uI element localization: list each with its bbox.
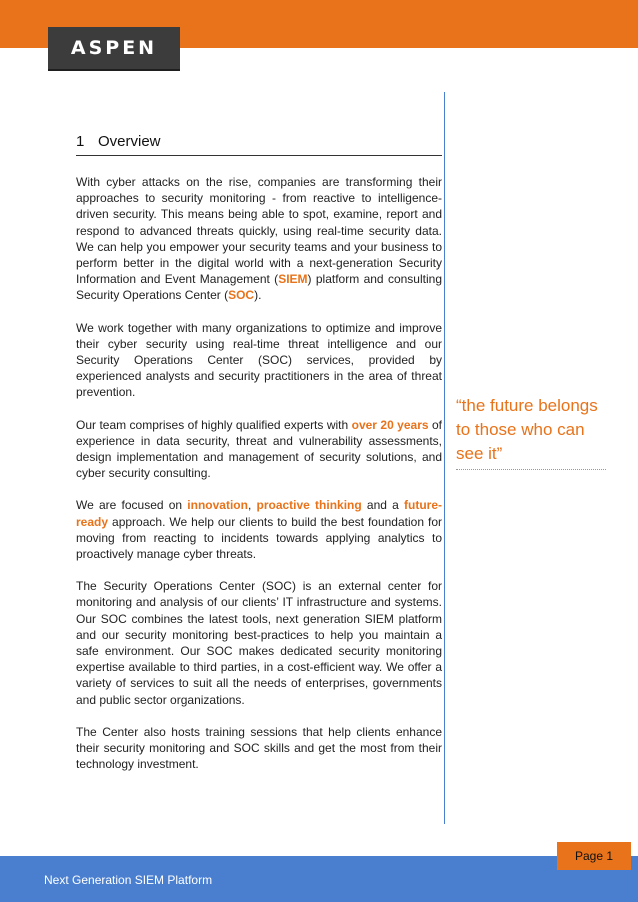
text-run: of experience in data security, threat and vulnerability assessments, design implementation and management of security solutions, and cyber security consulting.: [76, 417, 442, 481]
paragraph-partnership: We work together with many organizations to optimize and improve their cyber security using real-time threat intelligence and our Security Operations Center (SOC) services, provided by experienced analysts and security practitioners in the area of threat prevention.: [76, 320, 442, 400]
section-title: Overview: [98, 133, 161, 150]
logo-text: ASPEN: [70, 37, 158, 59]
text-run: ).: [254, 288, 262, 303]
highlight-future-ready: future-ready: [76, 498, 442, 529]
highlight-proactive: proactive thinking: [256, 498, 362, 513]
section-heading: [76, 133, 442, 156]
main-content: [76, 133, 442, 789]
column-divider: [444, 92, 445, 824]
text-run: ) platform and consulting Security Operations Center (: [76, 272, 442, 303]
paragraph-team: [76, 417, 442, 482]
highlight-innovation: innovation: [187, 498, 248, 513]
text-run: Our team comprises of highly qualified experts with: [76, 417, 352, 432]
paragraph-soc: The Security Operations Center (SOC) is an external center for monitoring and analysis of our clients’ IT infrastructure and systems. Our SOC combines the latest tools, next generation SIEM platform and our security monitoring best-practices to help you maintain a safe environment. Our SOC makes dedicated security monitoring expertise available to third parties, in a cost-efficient way. We offer a variety of services to suit all the needs of enterprises, governments and public sector organizations.: [76, 579, 442, 707]
highlight-soc: SOC: [228, 288, 255, 303]
highlight-siem: SIEM: [278, 272, 308, 287]
text-run: and a: [361, 498, 404, 513]
section-number: 1: [76, 133, 85, 150]
pull-quote: “the future belongs to those who can see it”: [456, 394, 606, 470]
paragraph-training: The Center also hosts training sessions that help clients enhance their security monitoring and SOC skills and get the most from their technology investment.: [76, 724, 442, 772]
text-run: We are focused on: [76, 498, 188, 513]
paragraph-intro: [76, 174, 442, 304]
text-run: With cyber attacks on the rise, companies are transforming their approaches to security monitoring - from reactive to intelligence-driven security. This means being able to spot, examine, report and respond to advanced threats quickly, using real-time security data. We can help you empower your security teams and your business to perform better in the digital world with a next-generation Security Information and Event Management (: [76, 175, 442, 287]
paragraph-focus: [76, 497, 442, 562]
page-number-badge: Page 1: [557, 842, 631, 870]
footer-title: Next Generation SIEM Platform: [44, 873, 213, 887]
highlight-years: over 20 years: [351, 417, 429, 432]
text-run: approach. We help our clients to build the best foundation for moving from reacting to incidents towards applying analytics to proactively manage cyber threats.: [76, 514, 442, 562]
logo: [48, 27, 180, 71]
text-run: ,: [247, 498, 257, 513]
